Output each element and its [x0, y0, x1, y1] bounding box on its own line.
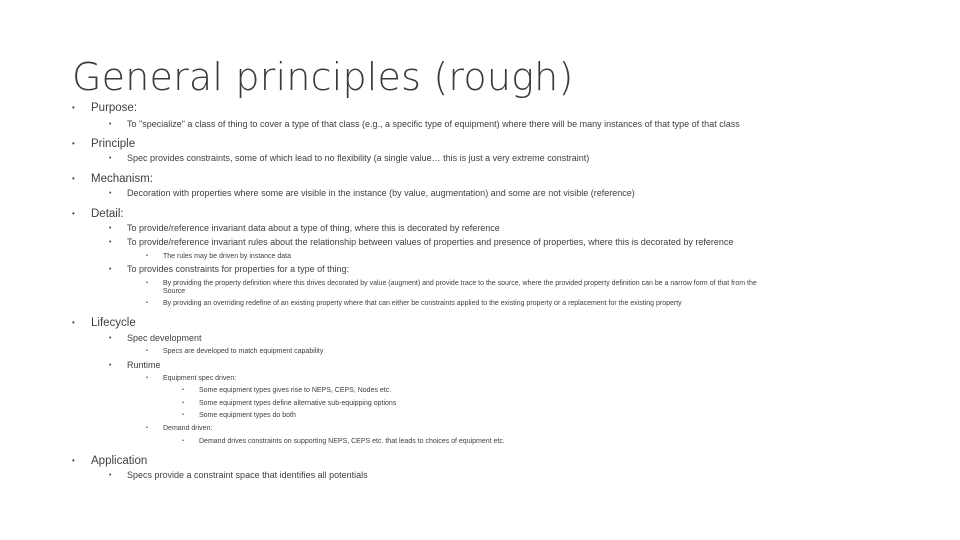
bullet-icon: • — [72, 209, 75, 218]
detail-subitem-text: By providing the property definition where this drives decorated by value (augment) and provide trace to the source, where the provided property definition can be a narrow form of that from the — [163, 280, 757, 287]
lifecycle-text: Runtime — [127, 360, 161, 370]
outline-label-mechanism: Mechanism: — [91, 173, 153, 185]
bullet-icon: • — [109, 362, 112, 369]
bullet-icon: • — [109, 225, 112, 232]
bullet-icon: • — [182, 387, 184, 393]
bullet-icon: • — [146, 375, 148, 381]
equipment-driven-text: Some equipment types gives rise to NEPS, CEPS, Nodes etc. — [199, 387, 392, 394]
detail-subitem-text: The rules may be driven by instance data — [163, 253, 292, 260]
bullet-icon: • — [109, 472, 112, 479]
bullet-icon: • — [72, 139, 75, 148]
mechanism-detail-text: Decoration with properties where some are visible in the instance (by value, augmentation) and some are not visible (reference) — [127, 188, 635, 198]
lifecycle-subitem-text: Specs are developed to match equipment capability — [163, 348, 324, 355]
outline-label-lifecycle: Lifecycle — [91, 317, 136, 329]
detail-subitem-text-continued: Source — [163, 288, 186, 295]
bullet-icon: • — [72, 456, 75, 465]
detail-text: To provides constraints for properties for a type of thing: — [127, 264, 350, 274]
bullet-icon: • — [146, 253, 148, 259]
bullet-icon: • — [182, 438, 184, 444]
bullet-icon: • — [182, 412, 184, 418]
application-detail-text: Specs provide a constraint space that identifies all potentials — [127, 470, 368, 480]
bullet-icon: • — [146, 280, 148, 286]
outline-label-application: Application — [91, 455, 148, 467]
lifecycle-text: Spec development — [127, 333, 202, 343]
outline-label-purpose: Purpose: — [91, 102, 138, 114]
demand-driven-text: Demand drives constraints on supporting NEPS, CEPS etc. that leads to choices of equipment etc. — [199, 438, 505, 445]
outline-label-detail: Detail: — [91, 208, 124, 220]
principle-detail-text: Spec provides constraints, some of which lead to no flexibility (a single value… this is just a very extreme constraint) — [127, 153, 590, 163]
outline-label-principle: Principle — [91, 138, 136, 150]
detail-text: To provide/reference invariant data about a type of thing, where this is decorated by reference — [127, 223, 500, 233]
bullet-icon: • — [146, 348, 148, 354]
bullet-icon: • — [72, 318, 75, 327]
bullet-icon: • — [109, 121, 112, 128]
bullet-icon: • — [109, 190, 112, 197]
bullet-icon: • — [146, 425, 148, 431]
detail-subitem-text: By providing an overriding redefine of an existing property where that can either be constraints applied to the existing property or a replacement for the existing property — [163, 300, 682, 307]
bullet-icon: • — [109, 266, 112, 273]
detail-text: To provide/reference invariant rules about the relationship between values of properties and presence of properties, where this is decorated by reference — [127, 237, 734, 247]
slide-title: General principles (rough) — [72, 55, 574, 99]
bullet-icon: • — [182, 400, 184, 406]
bullet-icon: • — [109, 335, 112, 342]
bullet-icon: • — [72, 174, 75, 183]
equipment-driven-text: Some equipment types define alternative sub-equipping options — [199, 400, 397, 407]
runtime-subitem-text: Demand driven: — [163, 425, 213, 432]
bullet-icon: • — [109, 155, 112, 162]
bullet-icon: • — [146, 300, 148, 306]
bullet-icon: • — [72, 103, 75, 112]
purpose-detail-text: To "specialize" a class of thing to cover a type of that class (e.g., a specific type of equipment) where there will be many instances of that type of that class — [127, 119, 740, 129]
runtime-subitem-text: Equipment spec driven: — [163, 375, 237, 382]
bullet-icon: • — [109, 239, 112, 246]
equipment-driven-text: Some equipment types do both — [199, 412, 296, 419]
